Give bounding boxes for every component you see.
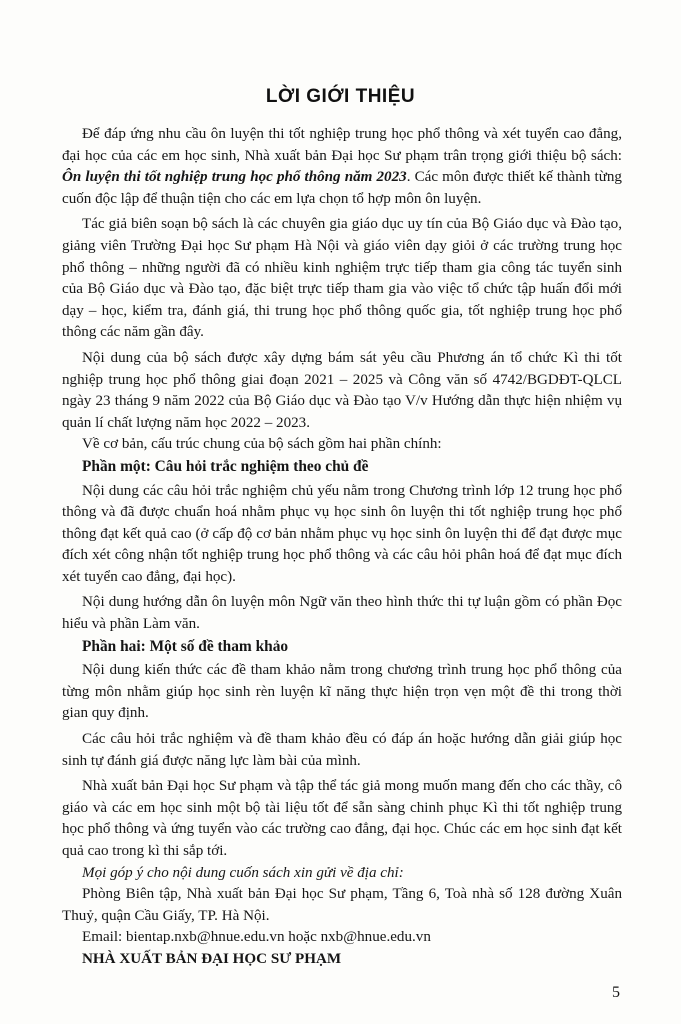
basis-paragraph: Nội dung của bộ sách được xây dựng bám sát yêu cầu Phương án tổ chức Kì thi tốt nghiệp trung học phổ thông giai đoạn 2021 – 2025 và Công văn số 4742/BGDĐT-QLCL ngày 23 tháng 9 năm 2022 của Bộ Giáo dục và Đào tạo V/v Hướng dẫn thực hiện nhiệm vụ quản lí chất lượng năm học 2022 – 2023. <box>62 349 622 431</box>
publisher-signature: NHÀ XUẤT BẢN ĐẠI HỌC SƯ PHẠM <box>82 950 342 967</box>
part-one-heading: Phần một: Câu hỏi trắc nghiệm theo chủ đề <box>82 457 369 475</box>
page-body <box>62 124 622 975</box>
intro-text-before: Để đáp ứng nhu cầu ôn luyện thi tốt nghiệp trung học phổ thông và xét tuyển cao đẳng, đại học của các em học sinh, Nhà xuất bản Đại học Sư phạm trân trọng giới thiệu bộ sách: <box>62 126 622 164</box>
address-paragraph: Phòng Biên tập, Nhà xuất bản Đại học Sư phạm, Tầng 6, Toà nhà số 128 đường Xuân Thuỷ, quận Cầu Giấy, TP. Hà Nội. <box>62 886 622 924</box>
page-number: 5 <box>612 984 620 1001</box>
part-two-paragraph-1: Nội dung kiến thức các đề tham khảo nằm trong chương trình trung học phổ thông của từng môn nhằm giúp học sinh rèn luyện kĩ năng thực hiện trọn vẹn một đề thi trong thời gian quy định. <box>62 662 622 722</box>
part-one-paragraph-1: Nội dung các câu hỏi trắc nghiệm chủ yếu nằm trong Chương trình lớp 12 trung học phổ thông và đã được chuẩn hoá nhằm phục vụ học sinh ôn luyện thi tốt nghiệp trung học phổ thông đạt kết quả cao (ở cấp độ cơ bản nhằm phục vụ học sinh ôn luyện thi để đạt được mục đích xét công nhận tốt nghiệp trung học phổ thông và các câu hỏi phân hoá để đạt mục đích xét tuyển cao đẳng, đại học). <box>62 482 622 585</box>
feedback-line: Mọi góp ý cho nội dung cuốn sách xin gửi về địa chỉ: <box>82 864 404 881</box>
answers-paragraph: Các câu hỏi trắc nghiệm và đề tham khảo đều có đáp án hoặc hướng dẫn giải giúp học sinh tự đánh giá được năng lực làm bài của mình. <box>62 731 622 769</box>
structure-paragraph: Về cơ bản, cấu trúc chung của bộ sách gồm hai phần chính: <box>82 436 442 453</box>
book-title: Ôn luyện thi tốt nghiệp trung học phổ thông năm 2023 <box>62 169 407 186</box>
email-line: Email: bientap.nxb@hnue.edu.vn hoặc nxb@hnue.edu.vn <box>82 929 431 946</box>
part-one-paragraph-2: Nội dung hướng dẫn ôn luyện môn Ngữ văn theo hình thức thi tự luận gồm có phần Đọc hiểu và phần Làm văn. <box>62 594 622 633</box>
part-two-heading: Phần hai: Một số đề tham khảo <box>82 637 289 655</box>
intro-paragraph <box>62 124 622 210</box>
authors-paragraph: Tác giả biên soạn bộ sách là các chuyên gia giáo dục uy tín của Bộ Giáo dục và Đào tạo, giảng viên Trường Đại học Sư phạm Hà Nội và giáo viên dạy giỏi ở các trường trung học phổ thông – những người đã có nhiều kinh nghiệm trực tiếp tham gia công tác tuyển sinh của Bộ Giáo dục và Đào tạo, đặc biệt trực tiếp tham gia vào việc tổ chức tập huấn đổi mới dạy – học, kiểm tra, đánh giá, thi trung học phổ thông quốc gia, tốt nghiệp trung học phổ thông các năm gần đây. <box>62 216 622 341</box>
intro-text-after: . Các môn được thiết kế thành từng cuốn độc lập để thuận tiện cho các em lựa chọn tổ hợp môn ôn luyện. <box>62 169 622 207</box>
wish-paragraph: Nhà xuất bản Đại học Sư phạm và tập thể tác giả mong muốn mang đến cho các thầy, cô giáo và các em học sinh một bộ tài liệu tốt để sẵn sàng chinh phục Kì thi tốt nghiệp trung học phổ thông và ứng tuyển vào các trường cao đẳng, đại học. Chúc các em học sinh đạt kết quả cao trong kì thi sắp tới. <box>62 778 622 859</box>
page-title: LỜI GIỚI THIỆU <box>265 86 416 107</box>
